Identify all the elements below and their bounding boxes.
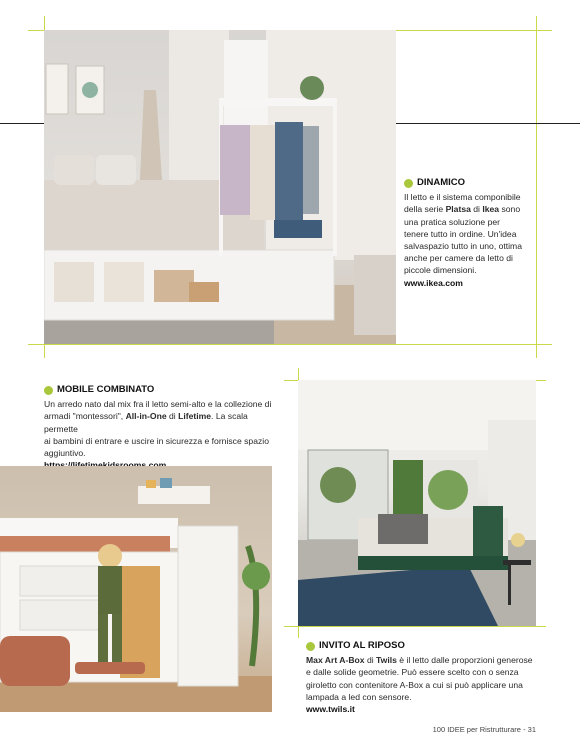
guide-line bbox=[28, 344, 552, 345]
bedroom-illustration bbox=[44, 30, 396, 344]
modern-bedroom-illustration bbox=[298, 380, 536, 626]
website-link[interactable]: www.twils.it bbox=[306, 704, 355, 715]
body-line: salvaspazio tutto in uno, ottima bbox=[404, 241, 522, 252]
body-line: una pratica soluzione per bbox=[404, 216, 501, 227]
bullet-dot-icon bbox=[44, 386, 53, 395]
heading-invito-al-riposo bbox=[306, 640, 546, 652]
section-rule bbox=[396, 123, 580, 124]
body-line: aggiuntivo. bbox=[44, 448, 86, 459]
heading-text: INVITO AL RIPOSO bbox=[319, 640, 405, 651]
body-line: Il letto e il sistema componibile bbox=[404, 192, 521, 203]
heading-text: MOBILE COMBINATO bbox=[57, 384, 155, 395]
photo-bedroom-twils bbox=[298, 380, 536, 626]
body-line: della serie Platsa di Ikea sono bbox=[404, 204, 521, 215]
body-line: ai bambini di entrare e uscire in sicurezza e fornisce spazio bbox=[44, 435, 269, 446]
photo-kids-bunk-lifetime bbox=[0, 466, 272, 712]
page-footer: 100 IDEE per Ristrutturare - 31 bbox=[432, 725, 536, 734]
caption-invito-al-riposo bbox=[306, 640, 546, 715]
photo-bedroom-platsa bbox=[44, 30, 396, 344]
kids-room-illustration bbox=[0, 466, 272, 712]
heading-text: DINAMICO bbox=[417, 177, 466, 188]
body-line: lampada a led con sensore. bbox=[306, 691, 412, 702]
bullet-dot-icon bbox=[404, 179, 413, 188]
body-line: Max Art A-Box di Twils è il letto dalle proporzioni generose bbox=[306, 655, 533, 666]
body-line: anche per camere da letto di bbox=[404, 253, 513, 264]
body-line: tenere tutto in ordine. Un'idea bbox=[404, 228, 517, 239]
body-line: Un arredo nato dal mix fra il letto semi-alto e la collezione di bbox=[44, 399, 272, 410]
body-line: giroletto con contenitore A-Box a cui si può applicare una bbox=[306, 679, 523, 690]
body-line: armadi "montessori", All-in-One di Lifetime. La scala permette bbox=[44, 411, 248, 434]
heading-dinamico bbox=[404, 177, 544, 189]
heading-mobile-combinato bbox=[44, 384, 284, 396]
bullet-dot-icon bbox=[306, 642, 315, 651]
caption-dinamico bbox=[404, 177, 544, 289]
section-rule bbox=[0, 123, 44, 124]
caption-mobile-combinato bbox=[44, 384, 284, 471]
body-line: piccole dimensioni. bbox=[404, 265, 477, 276]
guide-line bbox=[284, 626, 546, 627]
body-line: e dalle solide geometrie. Può essere scelto con o senza bbox=[306, 667, 519, 678]
website-link[interactable]: www.ikea.com bbox=[404, 277, 463, 288]
